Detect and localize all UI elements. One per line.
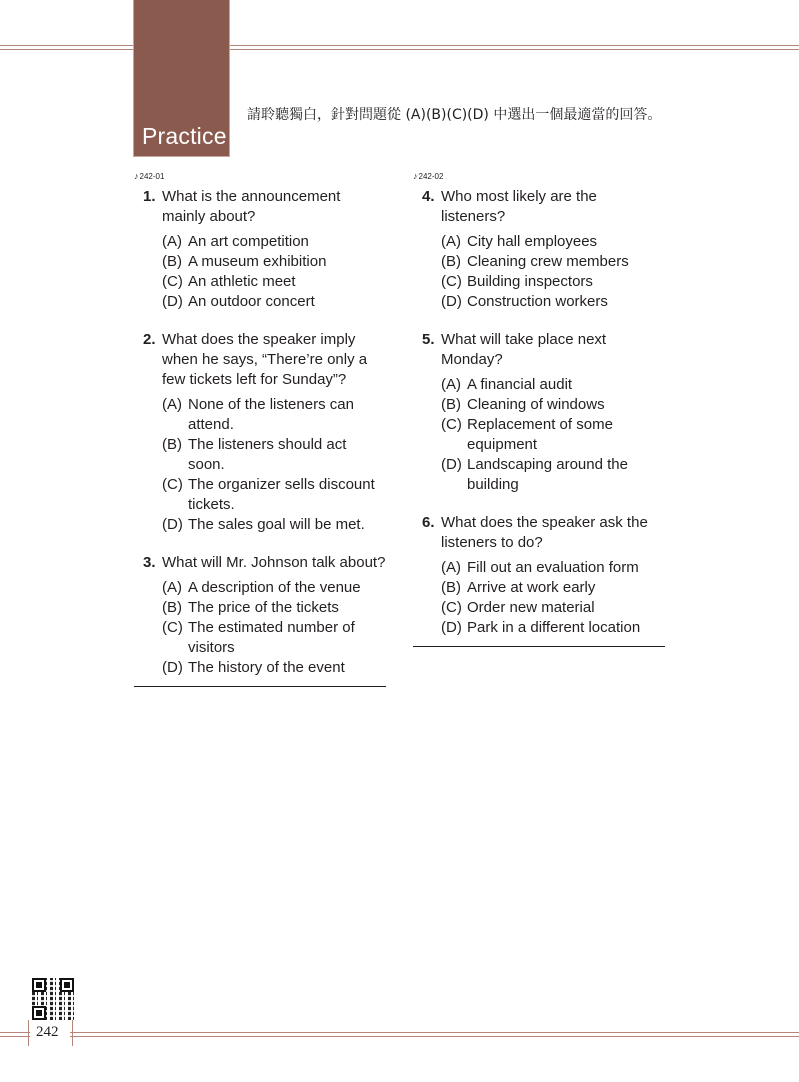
footer-rule-left-2 — [0, 1036, 30, 1037]
track-number: 242-01 — [139, 172, 165, 181]
option-text: City hall employees — [467, 233, 598, 250]
question-text: What is the announcement mainly about? — [162, 188, 341, 225]
option-c — [441, 415, 665, 455]
option-b — [441, 578, 665, 598]
option-d — [441, 292, 665, 312]
option-text: Cleaning of windows — [467, 396, 605, 413]
option-letter: (A) — [441, 376, 461, 393]
option-letter: (D) — [162, 659, 183, 676]
option-text: An athletic meet — [188, 273, 296, 290]
footer-rule-right — [70, 1032, 799, 1033]
answer-options — [441, 375, 665, 495]
option-letter: (C) — [441, 273, 462, 290]
answer-options — [162, 232, 386, 312]
option-letter: (B) — [441, 579, 461, 596]
qr-code-icon[interactable] — [32, 978, 74, 1020]
audio-track-label[interactable] — [134, 170, 386, 184]
question-number: 5. — [422, 331, 435, 348]
option-text: Building inspectors — [467, 273, 593, 290]
question-text: What will Mr. Johnson talk about? — [162, 554, 386, 571]
option-d — [162, 292, 386, 312]
option-d — [441, 618, 665, 638]
option-text: Construction workers — [467, 293, 608, 310]
option-c — [441, 598, 665, 618]
question-3 — [134, 553, 386, 678]
option-text: Replacement of some equipment — [467, 416, 613, 453]
question-number: 2. — [143, 331, 156, 348]
question-number: 6. — [422, 514, 435, 531]
option-b — [162, 435, 386, 475]
option-letter: (C) — [162, 619, 183, 636]
option-text: The estimated number of visitors — [188, 619, 355, 656]
question-text: What does the speaker imply when he says, “There’re only a few tickets left for Sunday”? — [162, 331, 368, 388]
option-letter: (B) — [441, 253, 461, 270]
option-letter: (B) — [162, 436, 182, 453]
footer-rule-right-2 — [70, 1036, 799, 1037]
option-text: The sales goal will be met. — [188, 516, 365, 533]
question-6 — [413, 513, 665, 638]
page-number: 242 — [36, 1024, 59, 1040]
option-letter: (C) — [441, 599, 462, 616]
option-letter: (D) — [441, 456, 462, 473]
question-number: 1. — [143, 188, 156, 205]
option-letter: (D) — [162, 293, 183, 310]
option-text: The listeners should act soon. — [188, 436, 347, 473]
option-c — [162, 618, 386, 658]
option-a — [441, 558, 665, 578]
answer-options — [441, 232, 665, 312]
option-b — [162, 598, 386, 618]
question-column-right — [413, 170, 665, 647]
option-text: None of the listeners can attend. — [188, 396, 354, 433]
option-text: A description of the venue — [188, 579, 361, 596]
option-c — [162, 475, 386, 515]
option-d — [162, 515, 386, 535]
option-text: An outdoor concert — [188, 293, 315, 310]
option-a — [162, 232, 386, 252]
option-text: The price of the tickets — [188, 599, 339, 616]
option-letter: (B) — [441, 396, 461, 413]
option-text: Arrive at work early — [467, 579, 596, 596]
option-letter: (D) — [441, 619, 462, 636]
header-rule-top — [0, 45, 799, 46]
question-number: 4. — [422, 188, 435, 205]
option-letter: (B) — [162, 253, 182, 270]
option-letter: (A) — [441, 559, 461, 576]
option-letter: (B) — [162, 599, 182, 616]
option-text: A museum exhibition — [188, 253, 327, 270]
option-text: Fill out an evaluation form — [467, 559, 639, 576]
question-text: What will take place next Monday? — [441, 331, 607, 368]
option-text: Cleaning crew members — [467, 253, 629, 270]
footer-rule-left — [0, 1032, 30, 1033]
option-letter: (A) — [162, 579, 182, 596]
option-text: The organizer sells discount tickets. — [188, 476, 375, 513]
answer-options — [162, 395, 386, 535]
column-end-rule — [134, 686, 386, 687]
option-text: Order new material — [467, 599, 595, 616]
question-2 — [134, 330, 386, 535]
header-rule-bottom — [0, 49, 799, 50]
option-letter: (A) — [441, 233, 461, 250]
option-text: An art competition — [188, 233, 309, 250]
section-tab — [134, 0, 229, 156]
question-4 — [413, 187, 665, 312]
option-c — [441, 272, 665, 292]
option-text: The history of the event — [188, 659, 345, 676]
music-note-icon: ♪ — [413, 171, 418, 181]
option-b — [441, 395, 665, 415]
option-d — [441, 455, 665, 495]
question-column-left — [134, 170, 386, 687]
question-1 — [134, 187, 386, 312]
option-letter: (A) — [162, 396, 182, 413]
question-5 — [413, 330, 665, 495]
option-letter: (D) — [441, 293, 462, 310]
option-c — [162, 272, 386, 292]
section-title: Practice — [142, 123, 227, 149]
option-d — [162, 658, 386, 678]
option-text: Landscaping around the building — [467, 456, 628, 493]
qr-finder-pattern — [32, 1006, 46, 1020]
option-b — [441, 252, 665, 272]
option-a — [162, 578, 386, 598]
option-letter: (C) — [162, 273, 183, 290]
question-number: 3. — [143, 554, 156, 571]
question-text: What does the speaker ask the listeners to do? — [441, 514, 648, 551]
track-number: 242-02 — [418, 172, 444, 181]
option-a — [441, 375, 665, 395]
instruction-text: 請聆聽獨白，針對問題從 (A)(B)(C)(D) 中選出一個最適當的回答。 — [247, 107, 662, 123]
option-a — [441, 232, 665, 252]
column-end-rule — [413, 646, 665, 647]
answer-options — [441, 558, 665, 638]
question-text: Who most likely are the listeners? — [441, 188, 597, 225]
option-a — [162, 395, 386, 435]
music-note-icon: ♪ — [134, 171, 139, 181]
option-text: A financial audit — [467, 376, 573, 393]
option-text: Park in a different location — [467, 619, 641, 636]
option-letter: (D) — [162, 516, 183, 533]
option-letter: (C) — [162, 476, 183, 493]
answer-options — [162, 578, 386, 678]
audio-track-label[interactable] — [413, 170, 665, 184]
option-b — [162, 252, 386, 272]
option-letter: (A) — [162, 233, 182, 250]
option-letter: (C) — [441, 416, 462, 433]
